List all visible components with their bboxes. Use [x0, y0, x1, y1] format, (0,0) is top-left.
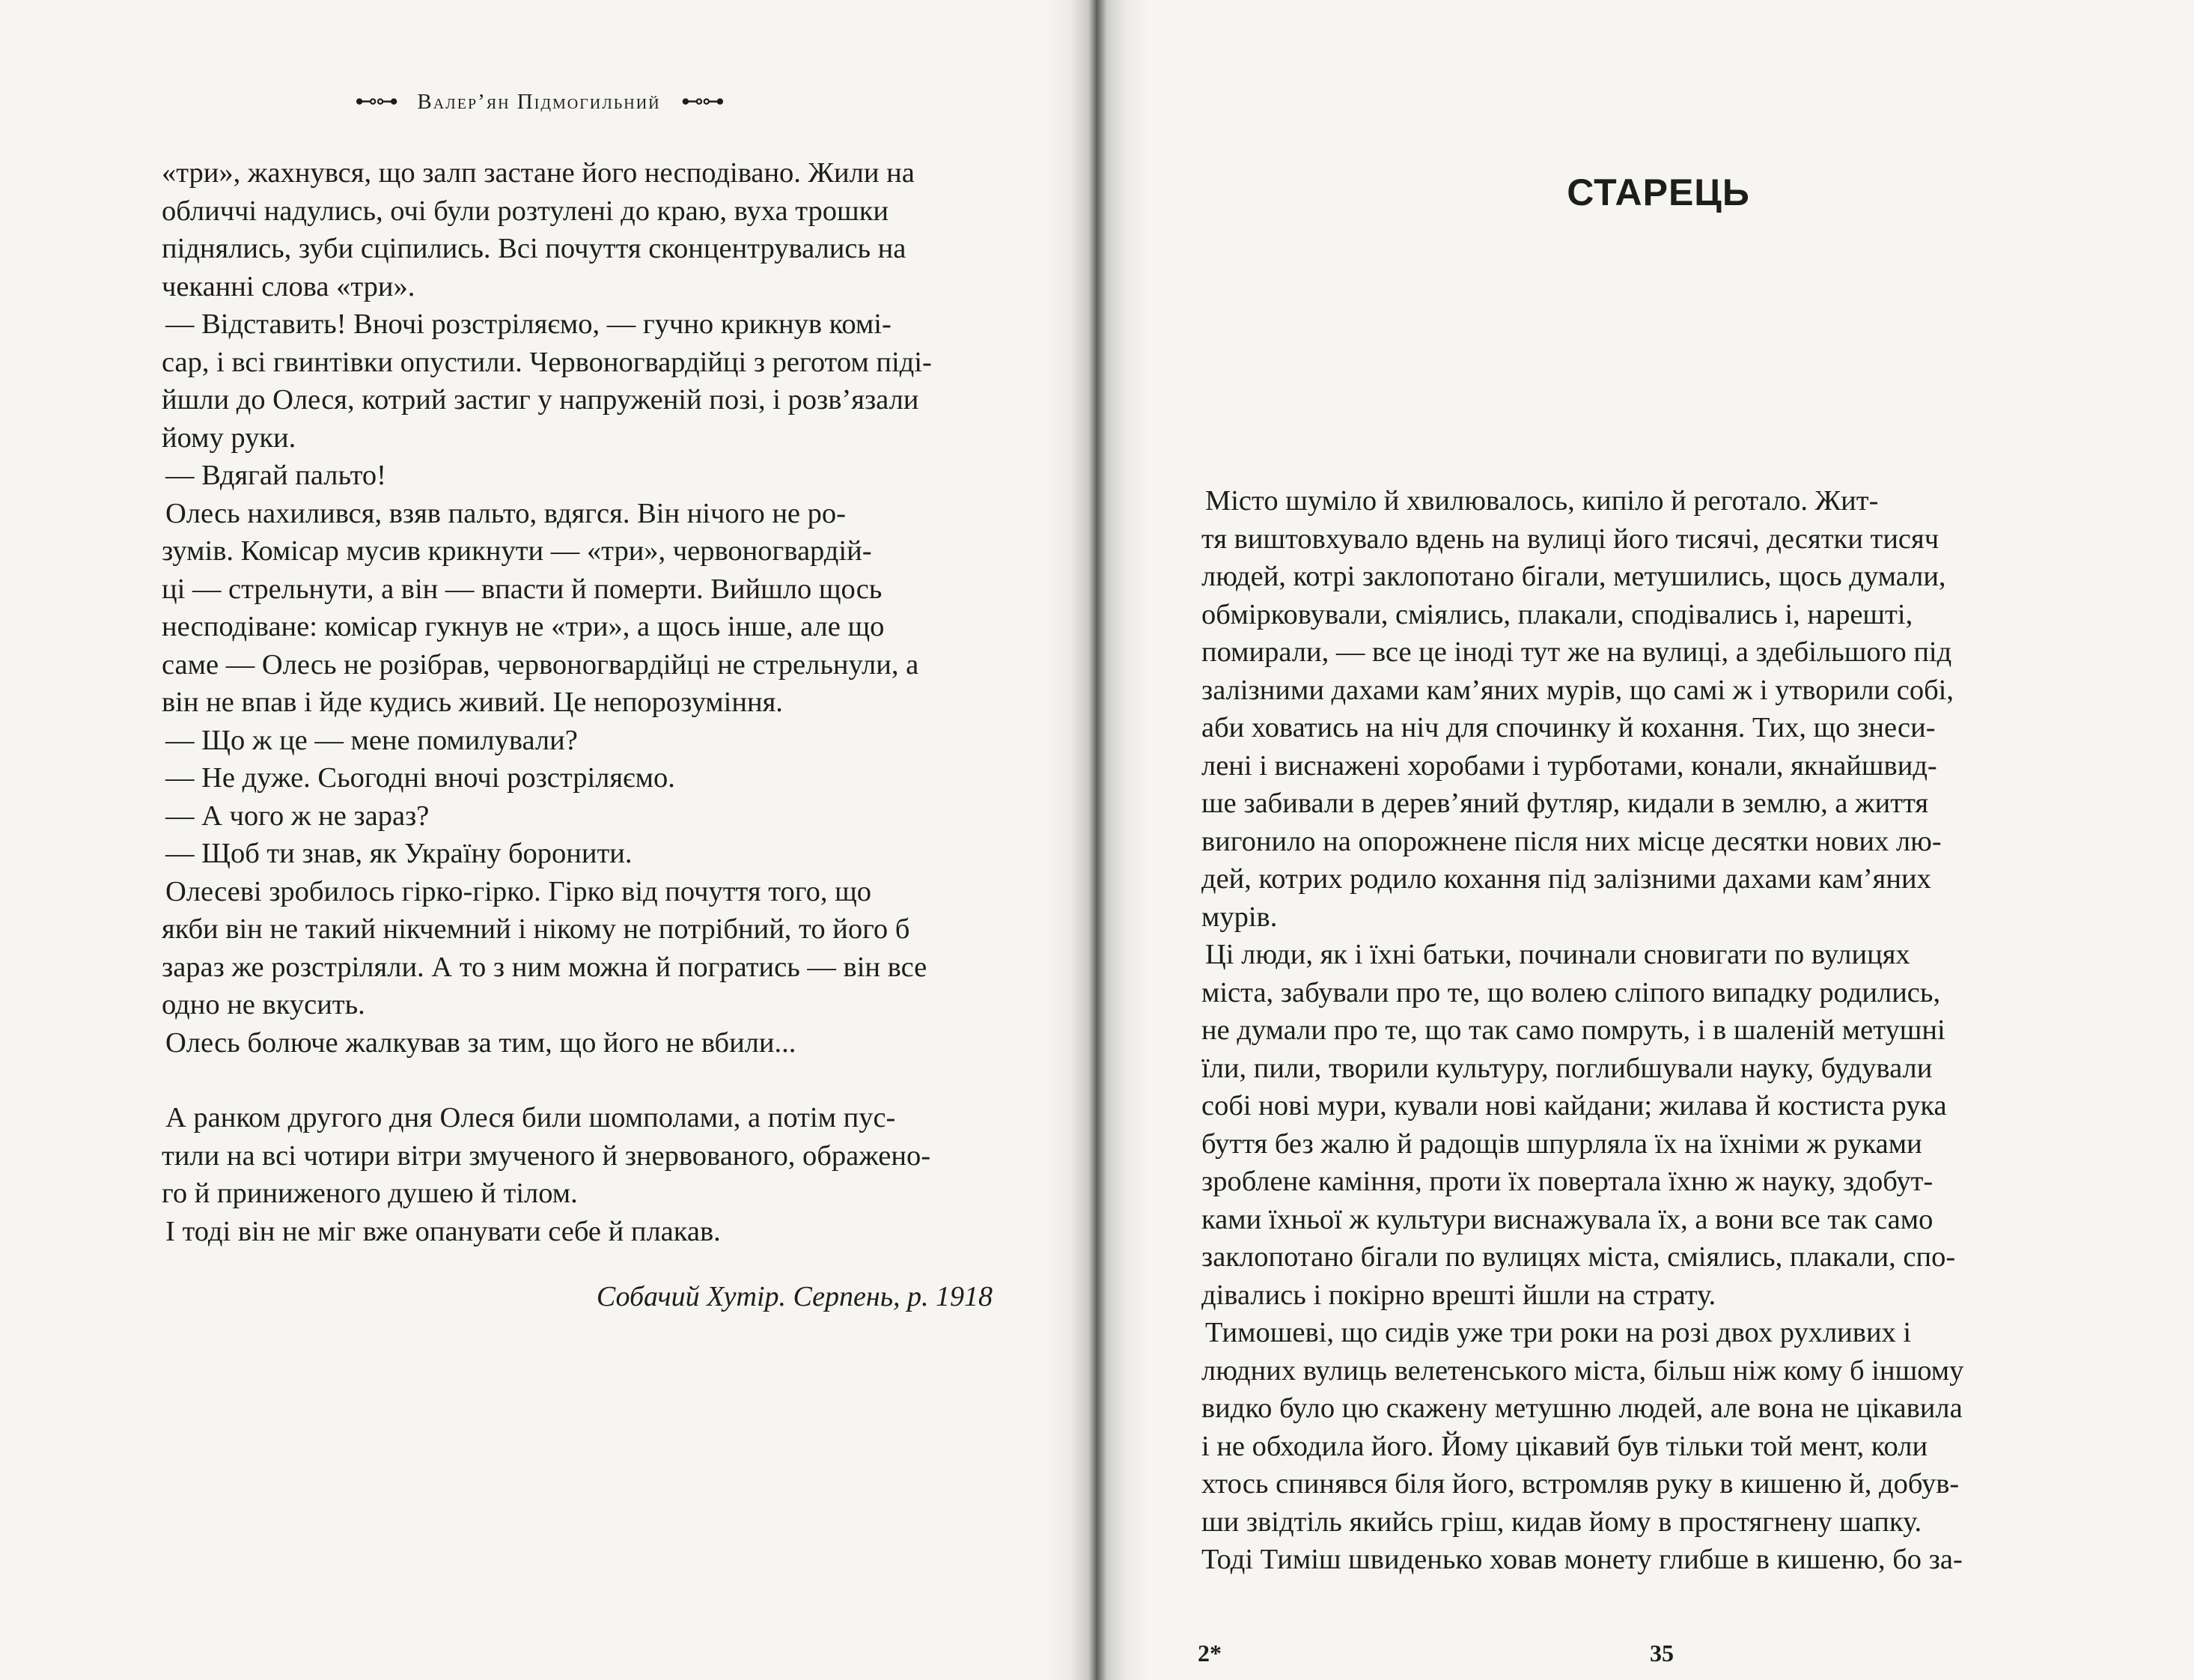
text-line: ши звідтіль якийсь гріш, кидав йому в простягнену шапку. [1201, 1506, 1922, 1538]
story-signature: Собачий Хутір. Серпень, р. 1918 [596, 1281, 993, 1312]
text-line: Тоді Тиміш швиденько ховав монету глибше в кишеню, бо за- [1201, 1544, 1963, 1575]
text-line: Олесеві зробилось гірко-гірко. Гірко від почуття того, що [165, 875, 872, 907]
text-line: зумів. Комісар мусив крикнути — «три», червоногвардій- [162, 535, 872, 567]
text-line: — Вдягай пальто! [165, 460, 386, 491]
printer-signature-mark: 2* [1198, 1640, 1222, 1667]
text-line: людних вулиць велетенського міста, більш ніж кому б іншому [1201, 1354, 1964, 1387]
story-title: СТАРЕЦЬ [1567, 171, 1750, 213]
text-line: «три», жахнувся, що залп застане його несподівано. Жили на [162, 157, 915, 189]
text-line: — Що ж це — мене помилували? [165, 724, 578, 756]
text-line: міста, забували про те, що волею сліпого випадку родились, [1201, 976, 1941, 1008]
text-line: аби ховатись на ніч для спочинку й кохання. Тих, що знеси- [1201, 712, 1936, 743]
text-line: і не обходила його. Йому цікавий був тільки той мент, коли [1201, 1430, 1928, 1462]
text-line: — А чого ж не зараз? [165, 800, 430, 832]
right-body-text [1201, 482, 2088, 1579]
text-line: сар, і всі гвинтівки опустили. Червоногвардійці з реготом піді- [162, 346, 932, 378]
text-line: йшли до Олеся, котрий застиг у напруженій позі, і розв’язали [162, 384, 919, 416]
text-line: обмірковували, сміялись, плакали, сподівались і, нарешті, [1201, 598, 1913, 630]
text-line: обличчі надулись, очі були розтулені до краю, вуха трошки [162, 195, 889, 227]
text-line: Ці люди, як і їхні батьки, починали сновигати по вулицях [1205, 939, 1910, 970]
text-line: мурів. [1201, 901, 1278, 933]
text-line: Олесь нахилився, взяв пальто, вдягся. Він нічого не ро- [165, 497, 846, 529]
text-line: чеканні слова «три». [162, 270, 415, 302]
text-line: Тимошеві, що сидів уже три роки на розі двох рухливих і [1205, 1317, 1912, 1348]
text-line: вигонило на опорожнене після них місце десятки нових лю- [1201, 825, 1942, 857]
text-line: тили на всі чотири вітри змученого й знервованого, ображено- [162, 1139, 931, 1172]
text-line: саме — Олесь не розібрав, червоногвардійці не стрельнули, а [162, 648, 919, 681]
running-head-title: Валер’ян Підмогильний [417, 90, 661, 114]
text-line: йому руки. [162, 421, 296, 454]
text-line: — Не дуже. Сьогодні вночі розстріляємо. [165, 762, 675, 794]
text-line: дівались і покірно врешті йшли на страту. [1201, 1279, 1716, 1311]
text-line: людей, котрі заклопотано бігали, метушились, щось думали, [1201, 561, 1946, 592]
text-line: несподіване: комісар гукнув не «три», а щось інше, але що [162, 611, 885, 642]
text-line: Олесь болюче жалкував за тим, що його не вбили... [165, 1026, 796, 1059]
text-line: дей, котрих родило кохання під залізними дахами кам’яних [1201, 863, 1931, 895]
ornament-left-icon: ⊷⊶ [355, 89, 397, 114]
text-line: тя виштовхувало вдень на вулиці його тисячі, десятки тисяч [1201, 523, 1939, 555]
text-line: Місто шуміло й хвилювалось, кипіло й реготало. Жит- [1205, 485, 1879, 517]
text-line: він не впав і йде кудись живий. Це непорозуміння. [162, 687, 783, 718]
text-line: буття без жалю й радощів шпурляла їх на їхніми ж руками [1201, 1127, 1922, 1160]
text-line: ці — стрельнути, а він — впасти й померти. Вийшло щось [162, 573, 883, 605]
text-line: — Щоб ти знав, як Україну боронити. [165, 838, 633, 869]
text-line: лені і виснажені хоробами і турботами, конали, якнайшвид- [1201, 749, 1937, 782]
text-line: зроблене каміння, проти їх повертала їхню ж науку, здобут- [1201, 1166, 1934, 1197]
page-number: 35 [1650, 1640, 1674, 1667]
text-line: собі нові мури, кували нові кайдани; жилава й костиста рука [1201, 1090, 1947, 1121]
text-line: зараз же розстріляли. А то з ним можна й погратись — він все [162, 951, 927, 983]
ornament-right-icon: ⊷⊶ [680, 89, 723, 114]
text-line: не думали про те, що так само помруть, і в шаленій метушні [1201, 1014, 1945, 1046]
text-line: І тоді він не міг вже опанувати себе й плакав. [165, 1215, 721, 1247]
text-line: одно не вкусить. [162, 989, 365, 1020]
text-line: хтось спинявся біля його, встромляв руку в кишеню й, добув- [1201, 1468, 1960, 1500]
text-line: — Відставить! Вночі розстріляємо, — гучно крикнув комі- [165, 308, 892, 340]
text-line: залізними дахами кам’яних мурів, що самі ж і утворили собі, [1201, 674, 1954, 706]
text-line: піднялись, зуби сціпились. Всі почуття сконцентрувались на [162, 233, 906, 264]
text-line: А ранком другого дня Олеся били шомполами, а потім пус- [165, 1102, 896, 1133]
text-line: го й приниженого душею й тілом. [162, 1178, 578, 1209]
text-line: якби він не такий нікчемний і нікому не потрібний, то його б [162, 913, 910, 945]
text-line: видко було цю скажену метушню людей, але вона не цікавила [1201, 1393, 1963, 1424]
text-line: їли, пили, творили культуру, поглибшували науку, будували [1201, 1052, 1933, 1084]
text-line: заклопотано бігали по вулицях міста, сміялись, плакали, спо- [1201, 1241, 1956, 1273]
text-line: помирали, — все це іноді тут же на вулиці, а здебільшого під [1201, 636, 1952, 668]
text-line: ками їхньої ж культури виснажувала їх, а вони все так само [1201, 1203, 1934, 1235]
text-line: ше забивали в дерев’яний футляр, кидали в землю, а життя [1201, 788, 1929, 819]
